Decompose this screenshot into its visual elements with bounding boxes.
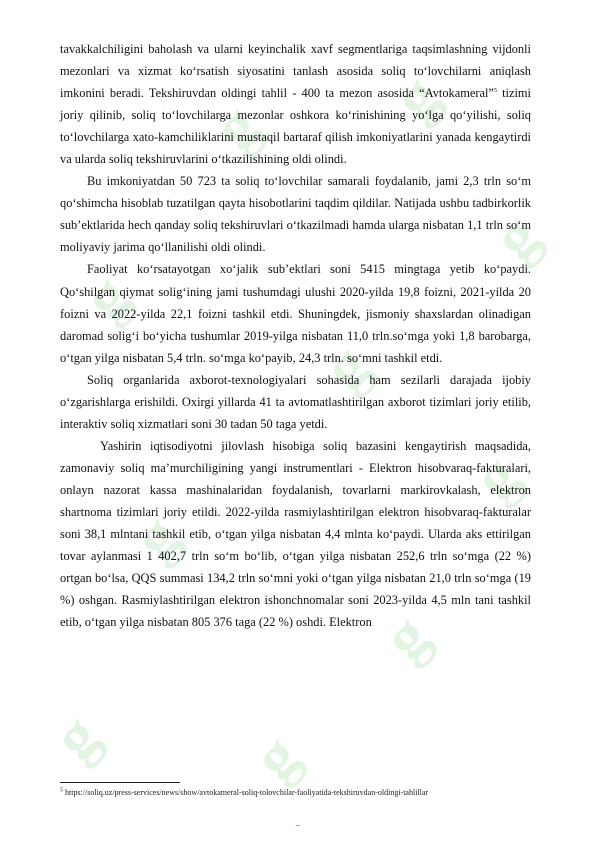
footnote-number: 5: [60, 787, 63, 794]
paragraph-1-text-continued: tizimi joriy qilinib, soliq to‘lovchilarga mezonlar oshkora ko‘rinishining yo‘lga qo‘yilishi, soliq to‘lovchilarga xato-kamchiliklarini mustaqil bartaraf qilish imkoniyatlarini yanada kengaytirdi va ularda soliq tekshiruvlarini o‘tkazilishining oldi olindi.: [60, 86, 532, 167]
watermark-glyph: g: [199, 90, 273, 164]
watermark-glyph: g: [69, 260, 143, 334]
paragraph-2: Bu imkoniyatdan 50 723 ta soliq to‘lovchilar samarali foydalanib, jami 2,3 trln so‘m qo‘shimcha hisoblab tuzatilgan qayta hisobotlarini taqdim qildilar. Natijada ushbu tadbirkorlik sub’ektlarida hech qanday soliq tekshiruvlari o‘tkazilmadi hamda ularga nisbatan 1,1 trln so‘m moliyaviy jarima qo‘llanilishi oldi olindi.: [60, 174, 531, 255]
watermark-glyph: g: [239, 720, 313, 794]
watermark-glyph: g: [479, 200, 553, 274]
footnote: [60, 788, 540, 798]
paragraph-5: Yashirin iqtisodiyotni jilovlash hisobiga soliq bazasini kengaytirish maqsadida, zamonaviy soliq ma’murchiligining yangi instrumentlari - Elektron hisobvaraq-fakturalari, onlayn nazorat kassa mashinalaridan foydalanish, tovarlarni markirovkalash, elektron shartnoma tizimlari joriy etildi. 2022-yilda rasmiylashtirilgan elektron hisobvaraq-fakturalar soni 38,1 mlntani tashkil etib, o‘tgan yilga nisbatan 4,4 mlnta ko‘paydi. Ularda aks ettirilgan tovar aylanmasi 1 402,7 trln so‘m bo‘lib, o‘tgan yilga nisbatan 252,6 trln so‘mga (22 %) ortgan bo‘lsa, QQS summasi 134,2 trln so‘mni yoki o‘tgan yilga nisbatan 21,0 trln so‘mga (19 %) oshgan. Rasmiylashtirilgan elektron ishonchnomalar soni 2023-yilda 4,5 mln tani tashkil etib, o‘tgan yilga nisbatan 805 376 taga (22 %) oshdi. Elektron: [60, 438, 531, 630]
paragraph-1: [60, 38, 531, 170]
body-text: [60, 38, 531, 633]
watermark-glyph: g: [369, 600, 443, 674]
paragraph-4: Soliq organlarida axborot-texnologiyalari sohasida ham sezilarli darajada ijobiy o‘zgarishlarga erishildi. Oxirgi yillarda 41 ta avtomatlashtirilgan axborot tizimlari joriy etilib, interaktiv soliq xizmatlari soni 30 tadan 50 taga yetdi.: [60, 372, 531, 431]
watermark-glyph: g: [119, 500, 193, 574]
footnote-link[interactable]: https://soliq.uz/press-services/news/show/avtokameral-soliq-tolovchilar-faoliyatida-tekshiruvdan-oldingi-tahlillar: [65, 788, 429, 797]
watermark-glyph: g: [459, 440, 533, 514]
paragraph-1-text: tavakkalchiligini baholash va ularni keyinchalik xavf segmentlariga taqsimlashning vijdonli mezonlari va xizmat ko‘rsatish siyosatini tanlash asosida soliq to‘lovchilarni aniqlash imkonini beradi. Tekshiruvdan oldingi tahlil - 400 ta mezon asosida “Avtokameral”: [60, 42, 531, 101]
footnote-reference[interactable]: 5: [493, 87, 497, 94]
paragraph-3: Faoliyat ko‘rsatayotgan xo‘jalik sub’ektlari soni 5415 mingtaga yetib ko‘paydi. Qo‘shilgan qiymat solig‘ining jami tushumdagi ulushi 2020-yilda 19,8 foizni, 2021-yilda 20 foizni va 2022-yilda 22,1 foizni tashkil etdi. Shuningdek, jismoniy shaxslardan olinadigan daromad solig‘i bo‘yicha tushumlar 2019-yilga nisbatan 11,0 trln.so‘mga yoki 1,8 barobarga, o‘tgan yilga nisbatan 5,4 trln. so‘mga ko‘payib, 24,3 trln. so‘mni tashkil etdi.: [60, 262, 531, 365]
footnote-divider: [60, 782, 180, 783]
watermark-glyph: g: [309, 330, 383, 404]
watermark-glyph: g: [39, 700, 113, 774]
page-number: –: [295, 820, 301, 830]
watermark-glyph: g: [379, 60, 453, 134]
